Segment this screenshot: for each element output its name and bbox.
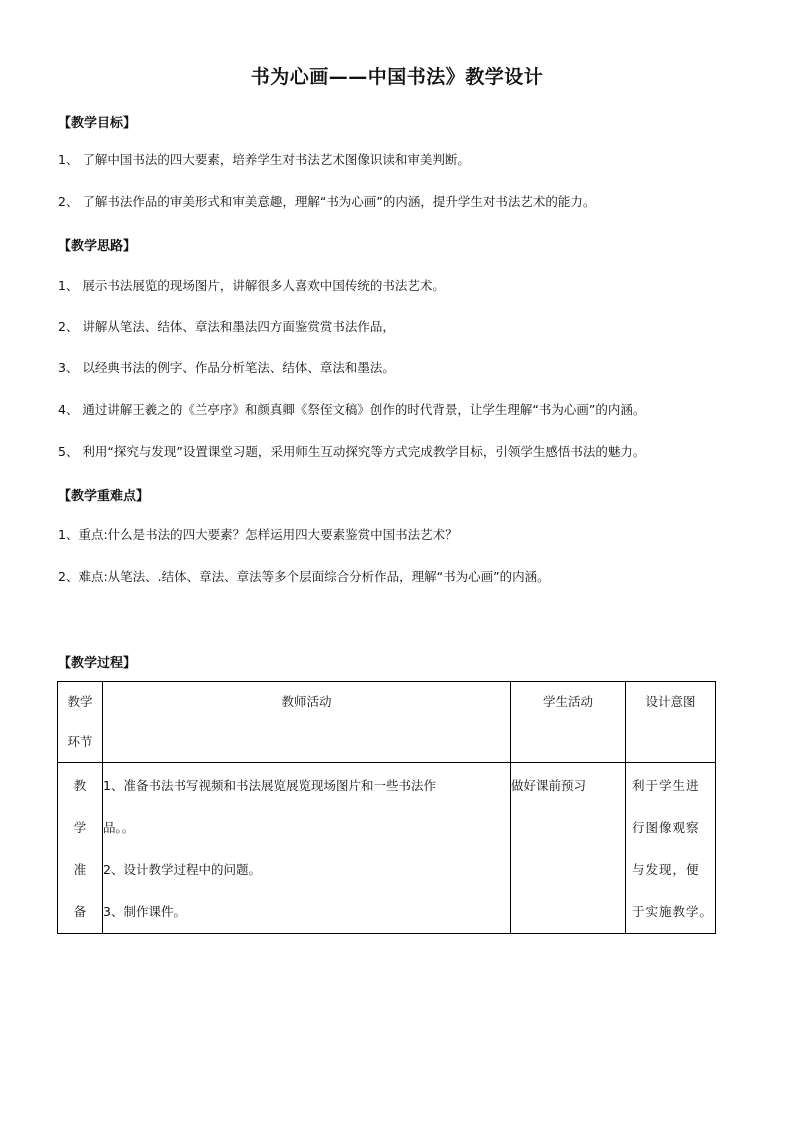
header-teacher (103, 682, 511, 763)
intent-line: 利于学生进 (632, 778, 700, 793)
header-teacher-label: 教师活动 (281, 694, 332, 709)
table-row (58, 763, 716, 934)
section-heading-key-points: 【教学重难点】 (58, 489, 150, 504)
header-student (511, 682, 626, 763)
header-intent-label: 设计意图 (645, 694, 696, 709)
idea-item: 2、 讲解从笔法、结体、章法和墨法四方面鉴赏赏书法作品， (58, 319, 395, 334)
teacher-activity-line: 2、设计教学过程中的问题。 (103, 862, 261, 877)
teacher-activity-cell (103, 763, 511, 934)
goal-item: 1、 了解中国书法的四大要素，培养学生对书法艺术图像识读和审美判断。 (58, 152, 470, 167)
section-heading-ideas: 【教学思路】 (58, 239, 137, 254)
key-point-item: 2、难点:从笔法、.结体、章法、章法等多个层面综合分析作品，理解“书为心画”的内涵。 (58, 569, 550, 584)
student-activity-text: 做好课前预习 (511, 778, 587, 793)
idea-item: 3、 以经典书法的例字、作品分析笔法、结体、章法和墨法。 (58, 360, 395, 375)
idea-item: 4、 通过讲解王羲之的《兰亭序》和颜真卿《祭侄文稿》创作的时代背景，让学生理解“书为心画”的内涵。 (58, 402, 646, 417)
key-point-item: 1、重点:什么是书法的四大要素？怎样运用四大要素鉴赏中国书法艺术？ (58, 527, 458, 542)
header-stage-line: 环节 (67, 734, 93, 749)
teacher-activity-line: 品。。 (103, 820, 135, 835)
stage-char: 准 (73, 862, 87, 877)
section-heading-process: 【教学过程】 (58, 656, 137, 671)
stage-cell (58, 763, 103, 934)
stage-char: 教 (73, 778, 87, 793)
header-stage-line: 教学 (67, 694, 93, 709)
teacher-activity-line: 3、制作课件。 (103, 904, 186, 919)
intent-line: 行图像观察 (632, 820, 700, 835)
intent-line: 与发现，便 (632, 862, 700, 877)
teacher-activity-line: 1、准备书法书写视频和书法展览展览现场图片和一些书法作 (103, 778, 436, 793)
page-title: 书为心画——中国书法》教学设计 (250, 66, 544, 88)
header-stage (58, 682, 103, 763)
idea-item: 1、 展示书法展览的现场图片，讲解很多人喜欢中国传统的书法艺术。 (58, 278, 445, 293)
goal-item: 2、 了解书法作品的审美形式和审美意趣，理解“书为心画”的内涵，提升学生对书法艺术的能力。 (58, 194, 596, 209)
student-activity-cell (511, 763, 626, 934)
header-intent (626, 682, 716, 763)
header-student-label: 学生活动 (542, 694, 593, 709)
stage-char: 学 (73, 820, 87, 835)
section-heading-goals: 【教学目标】 (58, 116, 137, 131)
intent-line: 于实施教学。 (632, 904, 714, 919)
idea-item: 5、 利用“探究与发现”设置课堂习题，采用师生互动探究等方式完成教学目标，引领学生感悟书法的魅力。 (58, 444, 646, 459)
process-table (57, 681, 716, 934)
table-header-row (58, 682, 716, 763)
intent-cell (626, 763, 716, 934)
stage-char: 备 (73, 904, 87, 919)
